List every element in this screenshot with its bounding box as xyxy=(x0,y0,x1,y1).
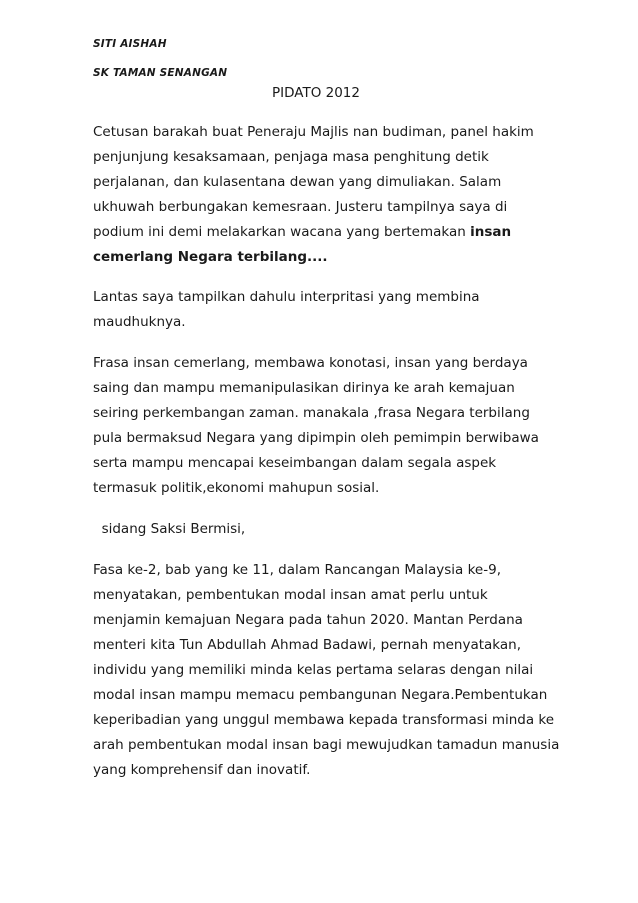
paragraph4-line: menjamin kemajuan Negara pada tahun 2020. Mantan Perdana xyxy=(93,612,523,628)
paragraph2-line: Lantas saya tampilkan dahulu interpritasi yang membina xyxy=(93,289,480,305)
paragraph4-line: yang komprehensif dan inovatif. xyxy=(93,762,311,778)
paragraph3-line: saing dan mampu memanipulasikan dirinya ke arah kemajuan xyxy=(93,380,515,396)
paragraph4-line: menyatakan, pembentukan modal insan amat perlu untuk xyxy=(93,587,488,603)
paragraph3-line: termasuk politik,ekonomi mahupun sosial. xyxy=(93,480,380,496)
paragraph3-line: serta mampu mencapai keseimbangan dalam segala aspek xyxy=(93,455,497,471)
paragraph1-line: penjunjung kesaksamaan, penjaga masa penghitung detik xyxy=(93,149,489,165)
paragraph4-line: keperibadian yang unggul membawa kepada transformasi minda ke xyxy=(93,712,555,728)
theme-bold-line: cemerlang Negara terbilang.... xyxy=(93,249,328,265)
paragraph1-line: Cetusan barakah buat Peneraju Majlis nan budiman, panel hakim xyxy=(93,124,534,140)
paragraph4-line: individu yang memiliki minda kelas pertama selaras dengan nilai xyxy=(93,662,534,678)
paragraph4-line: menteri kita Tun Abdullah Ahmad Badawi, pernah menyatakan, xyxy=(93,637,522,653)
paragraph3-line: pula bermaksud Negara yang dipimpin oleh pemimpin berwibawa xyxy=(93,430,539,446)
paragraph3-line: seiring perkembangan zaman. manakala ,frasa Negara terbilang xyxy=(93,405,530,421)
school-name: SK TAMAN SENANGAN xyxy=(93,67,228,79)
paragraph2-line: maudhuknya. xyxy=(93,314,186,330)
paragraph4-line: arah pembentukan modal insan bagi mewujudkan tamadun manusia xyxy=(93,737,560,753)
theme-bold-text: insan xyxy=(470,224,512,240)
paragraph4-line: modal insan mampu memacu pembangunan Negara.Pembentukan xyxy=(93,687,548,703)
paragraph1-line xyxy=(93,224,511,240)
document-title: PIDATO 2012 xyxy=(272,85,360,101)
salutation: sidang Saksi Bermisi, xyxy=(93,521,246,537)
author-name: SITI AISHAH xyxy=(93,38,167,50)
paragraph4-line: Fasa ke-2, bab yang ke 11, dalam Rancangan Malaysia ke-9, xyxy=(93,562,501,578)
paragraph1-line: ukhuwah berbungakan kemesraan. Justeru tampilnya saya di xyxy=(93,199,508,215)
paragraph3-line: Frasa insan cemerlang, membawa konotasi, insan yang berdaya xyxy=(93,355,528,371)
paragraph1-line: perjalanan, dan kulasentana dewan yang dimuliakan. Salam xyxy=(93,174,502,190)
paragraph1-text: podium ini demi melakarkan wacana yang bertemakan xyxy=(93,224,471,240)
